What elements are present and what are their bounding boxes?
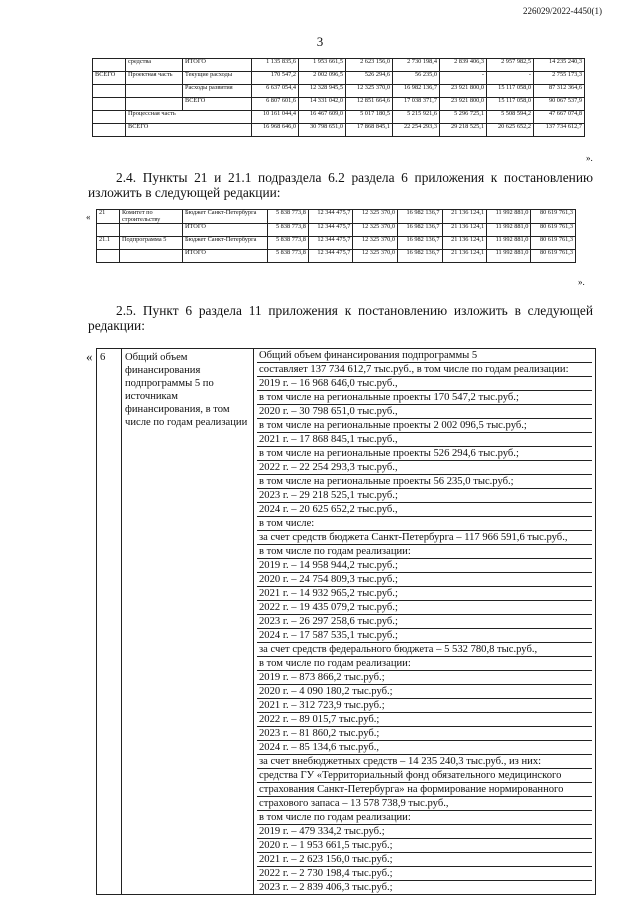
row-section-cell (126, 98, 183, 111)
content-line: 2022 г. – 89 015,7 тыс.руб.; (257, 713, 592, 727)
table3-row (97, 349, 596, 895)
value-cell: 21 136 124,1 (442, 237, 487, 250)
row-type-cell: ИТОГО (183, 59, 252, 72)
value-cell: 12 325 370,0 (346, 85, 393, 98)
value-cell: - (440, 72, 487, 85)
content-line: в том числе на региональные проекты 526 294,6 тыс.руб.; (257, 447, 592, 461)
committee-financing-table (96, 209, 576, 263)
content-line: 2021 г. – 2 623 156,0 тыс.руб.; (257, 853, 592, 867)
value-cell: 12 328 945,5 (299, 85, 346, 98)
item-number-cell (97, 224, 120, 237)
value-cell: 5 508 594,2 (487, 111, 534, 124)
value-cell: 21 136 124,1 (442, 250, 487, 263)
content-line: в том числе по годам реализации: (257, 657, 592, 671)
value-cell: 16 982 136,7 (398, 210, 443, 224)
value-cell: 10 161 044,4 (252, 111, 299, 124)
row-type-cell: Расходы развития (183, 85, 252, 98)
item-name-cell: Комитет по строительству (120, 210, 183, 224)
value-cell: 47 667 074,8 (534, 111, 585, 124)
table-row (97, 237, 576, 250)
value-cell: 80 619 761,3 (531, 250, 576, 263)
row-type-cell: Текущие расходы (183, 72, 252, 85)
value-cell: 6 807 601,6 (252, 98, 299, 111)
content-line: за счет внебюджетных средств – 14 235 240,3 тыс.руб., из них: (257, 755, 592, 769)
table-row (93, 98, 585, 111)
content-line: 2021 г. – 14 932 965,2 тыс.руб.; (257, 587, 592, 601)
content-line: 2024 г. – 85 134,6 тыс.руб., (257, 741, 592, 755)
row-group-cell: ВСЕГО (93, 72, 126, 85)
value-cell: 5 838 773,8 (268, 237, 309, 250)
value-cell: 80 619 761,3 (531, 224, 576, 237)
value-cell: 16 982 136,7 (398, 250, 443, 263)
row-group-cell (93, 59, 126, 72)
value-cell: 1 135 835,6 (252, 59, 299, 72)
row-group-cell (93, 98, 126, 111)
content-line: страхования Санкт-Петербурга» на формирование нормированного (257, 783, 592, 797)
page-number: 3 (316, 34, 324, 49)
content-line: 2023 г. – 81 860,2 тыс.руб.; (257, 727, 592, 741)
source-cell: Бюджет Санкт-Петербурга (183, 237, 268, 250)
value-cell: 56 235,0 (393, 72, 440, 85)
content-line: средства ГУ «Территориальный фонд обязательного медицинского (257, 769, 592, 783)
value-cell: 170 547,2 (252, 72, 299, 85)
item-title: Общий объем финансирования подпрограммы 5 по источникам финансирования, в том числе по годам реализации (122, 349, 254, 895)
value-cell: 5 017 180,5 (346, 111, 393, 124)
value-cell: 23 921 800,0 (440, 85, 487, 98)
value-cell: 12 325 370,0 (353, 224, 398, 237)
value-cell: 30 798 651,0 (299, 124, 346, 137)
content-line: в том числе по годам реализации: (257, 545, 592, 559)
row-group-cell (93, 85, 126, 98)
content-line: составляет 137 734 612,7 тыс.руб., в том числе по годам реализации: (257, 363, 592, 377)
content-line: 2022 г. – 2 730 198,4 тыс.руб.; (257, 867, 592, 881)
value-cell: 2 839 406,3 (440, 59, 487, 72)
table-row (93, 111, 585, 124)
content-line: 2024 г. – 17 587 535,1 тыс.руб.; (257, 629, 592, 643)
item-number-cell: 21 (97, 210, 120, 224)
content-line: страхового запаса – 13 578 738,9 тыс.руб., (257, 797, 592, 811)
value-cell: 21 136 124,1 (442, 210, 487, 224)
row-group-cell (93, 124, 126, 137)
value-cell: 12 325 370,0 (353, 210, 398, 224)
value-cell: 2 730 198,4 (393, 59, 440, 72)
value-cell: 80 619 761,3 (531, 237, 576, 250)
value-cell: 87 312 364,6 (534, 85, 585, 98)
subprogram-financing-table (96, 348, 596, 895)
value-cell: 15 117 058,0 (487, 85, 534, 98)
table1-end-mark: ». (586, 153, 593, 163)
value-cell: 12 344 475,7 (308, 250, 353, 263)
value-cell: 11 992 881,0 (487, 250, 531, 263)
content-line: 2022 г. – 22 254 293,3 тыс.руб., (257, 461, 592, 475)
value-cell: 17 868 845,1 (346, 124, 393, 137)
content-line: 2023 г. – 2 839 406,3 тыс.руб.; (259, 882, 393, 893)
row-section-cell: Процессная часть (126, 111, 252, 124)
content-line: за счет средств бюджета Санкт-Петербурга – 117 966 591,6 тыс.руб., (257, 531, 592, 545)
row-section-cell: ВСЕГО (126, 124, 252, 137)
value-cell: 16 982 136,7 (398, 224, 443, 237)
source-cell: Бюджет Санкт-Петербурга (183, 210, 268, 224)
value-cell: 12 851 664,6 (346, 98, 393, 111)
table-row (93, 124, 585, 137)
content-line: в том числе на региональные проекты 56 235,0 тыс.руб.; (257, 475, 592, 489)
value-cell: 2 755 173,3 (534, 72, 585, 85)
item-number: 6 (97, 349, 122, 895)
value-cell: 80 619 761,3 (531, 210, 576, 224)
value-cell: 2 957 982,5 (487, 59, 534, 72)
row-section-cell: средства (126, 59, 183, 72)
content-line: 2019 г. – 873 866,2 тыс.руб.; (257, 671, 592, 685)
value-cell: 17 038 371,7 (393, 98, 440, 111)
value-cell: 12 344 475,7 (308, 237, 353, 250)
financing-summary-table (92, 58, 585, 137)
value-cell: 5 838 773,8 (268, 250, 309, 263)
value-cell: 12 325 370,0 (353, 250, 398, 263)
source-cell: ИТОГО (183, 250, 268, 263)
value-cell: 22 254 293,3 (393, 124, 440, 137)
value-cell: 14 235 240,3 (534, 59, 585, 72)
content-line: в том числе на региональные проекты 2 002 096,5 тыс.руб.; (257, 419, 592, 433)
paragraph-2-5: 2.5. Пункт 6 раздела 11 приложения к постановлению изложить в следующей редакции: (88, 303, 593, 333)
value-cell: 12 325 370,0 (353, 237, 398, 250)
value-cell: - (487, 72, 534, 85)
content-line: 2020 г. – 30 798 651,0 тыс.руб., (257, 405, 592, 419)
content-line: в том числе: (257, 517, 592, 531)
content-line: 2023 г. – 26 297 258,6 тыс.руб.; (257, 615, 592, 629)
value-cell: 2 002 096,5 (299, 72, 346, 85)
value-cell: 20 625 652,2 (487, 124, 534, 137)
item-name-cell (120, 224, 183, 237)
value-cell: 16 982 136,7 (393, 85, 440, 98)
table-row (97, 250, 576, 263)
value-cell: 5 838 773,8 (268, 224, 309, 237)
value-cell: 11 992 881,0 (487, 210, 531, 224)
content-line: Общий объем финансирования подпрограммы 5 (257, 349, 592, 363)
table2-end-mark: ». (578, 277, 585, 287)
item-name-cell: Подпрограмма 5 (120, 237, 183, 250)
value-cell: 5 215 921,6 (393, 111, 440, 124)
row-group-cell (93, 111, 126, 124)
source-cell: ИТОГО (183, 224, 268, 237)
table-row (97, 210, 576, 224)
value-cell: 14 331 042,0 (299, 98, 346, 111)
content-line: 2022 г. – 19 435 079,2 тыс.руб.; (257, 601, 592, 615)
content-line: в том числе по годам реализации: (257, 811, 592, 825)
value-cell: 1 953 661,5 (299, 59, 346, 72)
row-section-cell: Проектная часть (126, 72, 183, 85)
table-row (93, 59, 585, 72)
value-cell: 5 296 725,1 (440, 111, 487, 124)
value-cell: 526 294,6 (346, 72, 393, 85)
content-line: 2020 г. – 4 090 180,2 тыс.руб.; (257, 685, 592, 699)
value-cell: 16 982 136,7 (398, 237, 443, 250)
value-cell: 11 992 881,0 (487, 224, 531, 237)
value-cell: 23 921 800,0 (440, 98, 487, 111)
value-cell: 29 218 525,1 (440, 124, 487, 137)
value-cell: 21 136 124,1 (442, 224, 487, 237)
row-type-cell: ВСЕГО (183, 98, 252, 111)
content-line: 2024 г. – 20 625 652,2 тыс.руб., (257, 503, 592, 517)
value-cell: 2 623 156,0 (346, 59, 393, 72)
value-cell: 12 344 475,7 (308, 224, 353, 237)
value-cell: 16 968 646,0 (252, 124, 299, 137)
content-line: 2021 г. – 17 868 845,1 тыс.руб., (257, 433, 592, 447)
content-line: 2020 г. – 1 953 661,5 тыс.руб.; (257, 839, 592, 853)
table-row (93, 85, 585, 98)
item-content (254, 349, 596, 895)
content-line: 2021 г. – 312 723,9 тыс.руб.; (257, 699, 592, 713)
value-cell: 6 637 054,4 (252, 85, 299, 98)
table3-open-quote: « (86, 349, 93, 364)
table-row (97, 224, 576, 237)
item-number-cell: 21.1 (97, 237, 120, 250)
value-cell: 137 734 612,7 (534, 124, 585, 137)
value-cell: 90 067 537,9 (534, 98, 585, 111)
item-number-cell (97, 250, 120, 263)
value-cell: 15 117 058,0 (487, 98, 534, 111)
paragraph-2-4: 2.4. Пункты 21 и 21.1 подраздела 6.2 раздела 6 приложения к постановлению изложить в следующей редакции: (88, 170, 593, 200)
content-line: за счет средств федерального бюджета – 5 532 780,8 тыс.руб., (257, 643, 592, 657)
content-line: 2019 г. – 16 968 646,0 тыс.руб., (257, 377, 592, 391)
table-row (93, 72, 585, 85)
value-cell: 5 838 773,8 (268, 210, 309, 224)
document-number: 226029/2022-4450(1) (523, 6, 602, 16)
row-section-cell (126, 85, 183, 98)
value-cell: 11 992 881,0 (487, 237, 531, 250)
content-line: 2019 г. – 14 958 944,2 тыс.руб.; (257, 559, 592, 573)
table2-open-quote: « (86, 212, 91, 222)
content-line: 2020 г. – 24 754 809,3 тыс.руб.; (257, 573, 592, 587)
content-line: 2023 г. – 29 218 525,1 тыс.руб.; (257, 489, 592, 503)
value-cell: 16 467 609,0 (299, 111, 346, 124)
item-name-cell (120, 250, 183, 263)
value-cell: 12 344 475,7 (308, 210, 353, 224)
content-line: в том числе на региональные проекты 170 547,2 тыс.руб.; (257, 391, 592, 405)
content-line: 2019 г. – 479 334,2 тыс.руб.; (257, 825, 592, 839)
